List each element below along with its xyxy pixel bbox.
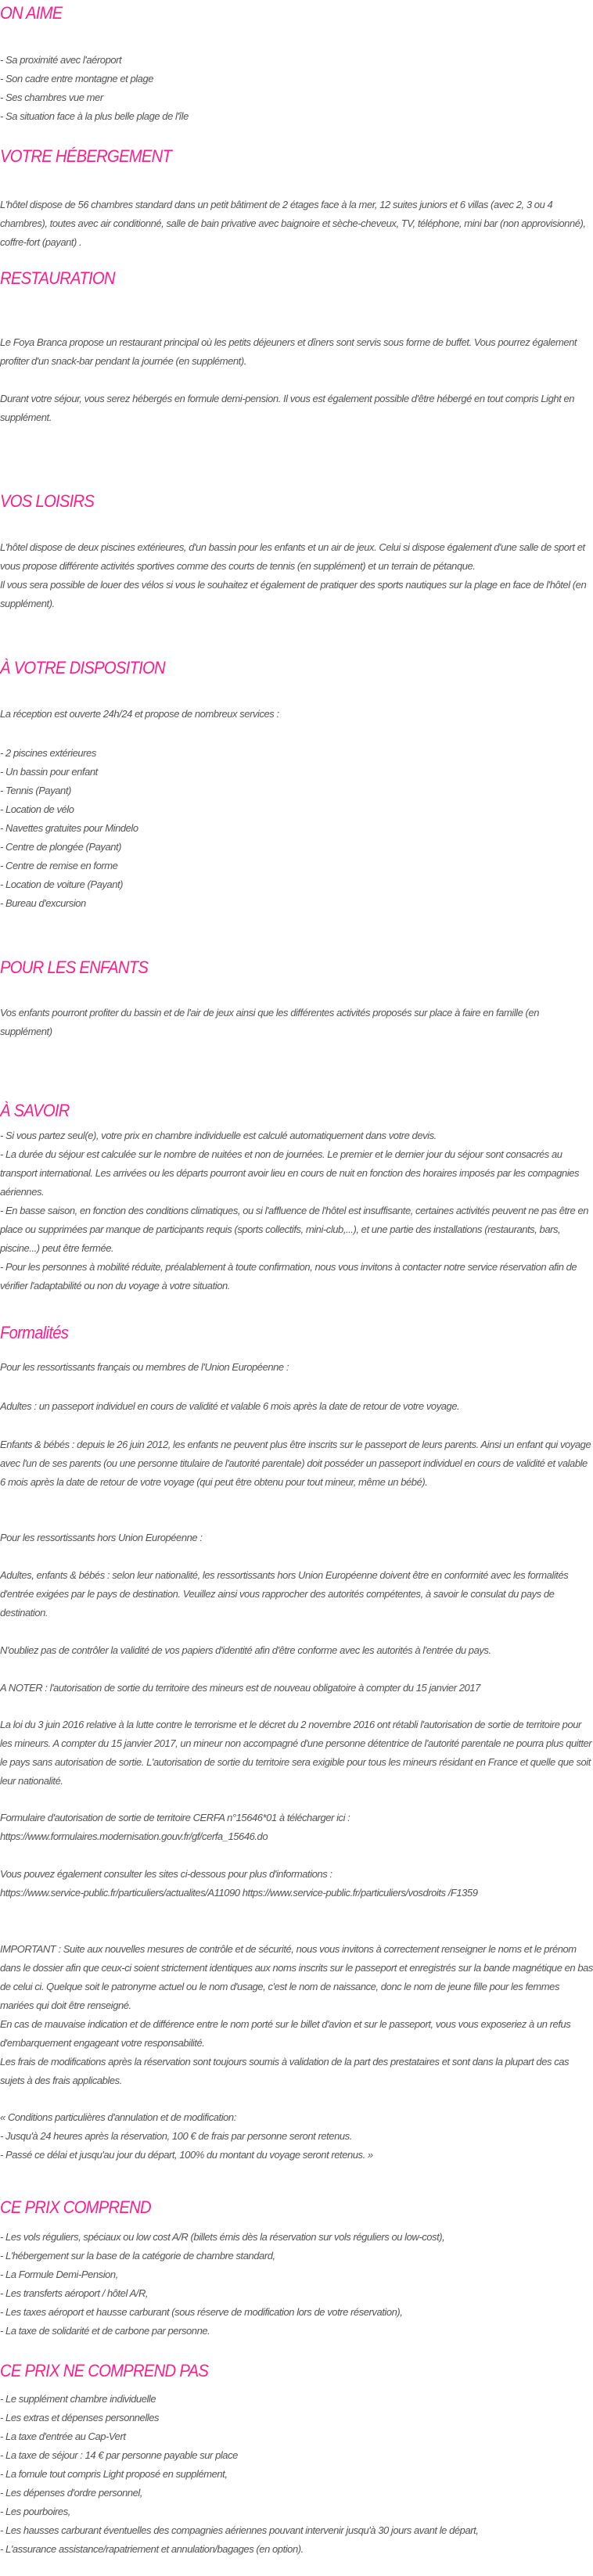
list-item: - Centre de remise en forme <box>0 860 118 871</box>
list-item: - Les vols réguliers, spéciaux ou low cost A/R (billets émis dès la réservation sur vols réguliers ou low-cost), <box>0 2231 445 2243</box>
section-title-prix-comprend: CE PRIX COMPREND <box>0 2197 151 2217</box>
enfants-text: Vos enfants pourront profiter du bassin et de l'air de jeux ainsi que les différentes activités proposés sur place à faire en famille (en supplément) <box>0 1007 539 1037</box>
savoir-line: - La durée du séjour est calculée sur le nombre de nuitées et non de journées. Le premier et le dernier jour du séjour sont consacrés au transport international. Les arrivées ou les départs pourront avoir lieu en cours de nuit en fonction des horaires imposés par les compagnies aériennes. <box>0 1148 580 1198</box>
formalites-loi-block <box>0 1716 593 1791</box>
list-item: - Bureau d'excursion <box>0 897 86 909</box>
section-disposition <box>0 658 593 678</box>
section-title-formalites: Formalités <box>0 1323 69 1342</box>
enfants-text-block <box>0 1004 593 1041</box>
cerfa-link[interactable]: https://www.formulaires.modernisation.gouv.fr/gf/cerfa_15646.do <box>0 1831 268 1842</box>
formalites-papiers: N'oubliez pas de contrôler la validité de vos papiers d'identité afin d'être conforme avec les autorités à l'entrée du pays. <box>0 1644 491 1656</box>
hebergement-text: L'hôtel dispose de 56 chambres standard dans un petit bâtiment de 2 étages face à la mer, 12 suites juniors et 6 villas (avec 2, 3 ou 4 chambres), toutes avec air conditionné, salle de bain privative avec baignoire et sèche-cheveux, TV, téléphone, mini bar (non approvisionné), coffre-fort (payant) . <box>0 199 586 248</box>
formalites-ue-enfants: Enfants & bébés : depuis le 26 juin 2012, les enfants ne peuvent plus être inscrits sur le passeport de leurs parents. Ainsi un enfant qui voyage avec l'un de ses parents (ou une personne titulaire de l'autorité parentale) doit posséder un passeport individuel en cours de validité et valable 6 mois après la date de retour de votre voyage (qui peut être obtenu pour tout mineur, même un bébé). <box>0 1439 591 1488</box>
loisirs-paragraph: L'hôtel dispose de deux piscines extérieures, d'un bassin pour les enfants et un air de jeux. Celui si dispose également d'une salle de sport et vous propose différente activités sportives comme des courts de tennis (en supplément) et un terrain de pétanque. <box>0 541 585 572</box>
disposition-intro: La réception est ouverte 24h/24 et propose de nombreux services : <box>0 708 279 720</box>
formalites-a-noter: A NOTER : l'autorisation de sortie du territoire des mineurs est de nouveau obligatoire à compter du 15 janvier 2017 <box>0 1682 480 1694</box>
section-hebergement <box>0 146 593 167</box>
list-item: - Les taxes aéroport et hausse carburant (sous réserve de modification lors de votre réservation), <box>0 2306 403 2318</box>
section-title-hebergement: VOTRE HÉBERGEMENT <box>0 146 172 166</box>
formalites-hors-ue-text-block <box>0 1566 593 1622</box>
section-title-on-aime: ON AIME <box>0 3 63 23</box>
section-savoir <box>0 1101 593 1121</box>
list-item: - Un bassin pour enfant <box>0 766 98 778</box>
section-loisirs <box>0 491 593 512</box>
prix-ne-comprend-pas-list <box>0 2390 593 2559</box>
list-item: - Les hausses carburant éventuelles des compagnies aériennes pouvant intervenir jusqu'à 30 jours avant le départ, <box>0 2524 479 2536</box>
formalites-sites-label: Vous pouvez également consulter les sites ci-dessous pour plus d'informations : <box>0 1868 332 1880</box>
list-item: - Les extras et dépenses personnelles <box>0 2412 160 2423</box>
hebergement-text-block <box>0 196 593 252</box>
conditions-line: « Conditions particulières d'annulation et de modification: <box>0 2111 236 2123</box>
disposition-intro-block <box>0 705 593 724</box>
list-item: - L'assurance assistance/rapatriement et annulation/bagages (en option). <box>0 2543 304 2555</box>
list-item: - Centre de plongée (Payant) <box>0 841 122 853</box>
restauration-para-1-block <box>0 333 593 371</box>
section-title-enfants: POUR LES ENFANTS <box>0 957 149 977</box>
list-item: - Le supplément chambre individuelle <box>0 2393 156 2405</box>
section-title-savoir: À SAVOIR <box>0 1101 70 1120</box>
list-item: - Navettes gratuites pour Mindelo <box>0 822 138 834</box>
list-item: - Location de vélo <box>0 803 74 815</box>
service-public-links[interactable] <box>0 1884 593 1902</box>
section-restauration <box>0 268 593 289</box>
formalites-sites-block <box>0 1865 593 1902</box>
list-item: - La taxe de séjour : 14 € par personne payable sur place <box>0 2449 238 2461</box>
restauration-paragraph: Le Foya Branca propose un restaurant principal où les petits déjeuners et dîners sont servis sous forme de buffet. Vous pourrez également profiter d'un snack-bar pendant la journée (en supplément). <box>0 336 577 367</box>
formalites-ue-intro: Pour les ressortissants français ou membres de l'Union Européenne : <box>0 1361 289 1373</box>
list-item: - Les transferts aéroport / hôtel A/R, <box>0 2287 149 2299</box>
section-title-disposition: À VOTRE DISPOSITION <box>0 658 165 677</box>
formalites-mauvaise-indication: En cas de mauvaise indication et de différence entre le nom porté sur le billet d'avion et sur le passeport, vous vous exposeriez à un refus d'embarquement engageant votre responsabilité. <box>0 2018 571 2049</box>
conditions-line: - Passé ce délai et jusqu'au jour du départ, 100% du montant du voyage seront retenus. » <box>0 2149 373 2161</box>
section-enfants <box>0 957 593 978</box>
formalites-loi: La loi du 3 juin 2016 relative à la lutte contre le terrorisme et le décret du 2 novembre 2016 ont rétabli l'autorisation de sortie de territoire pour les mineurs. A compter du 15 janvier 2017, un mineur non accompagné d'une personne détentrice de l'autorité parentale ne pourra plus quitter le pays sans autorisation de sortie. L'autorisation de sortie du territoire sera exigible pour tous les mineurs résidant en France et quelle que soit leur nationalité. <box>0 1719 592 1787</box>
restauration-paragraph: Durant votre séjour, vous serez hébergés en formule demi-pension. Il vous est également possible d'être hébergé en tout compris Light en supplément. <box>0 393 575 423</box>
conditions-line: - Jusqu'à 24 heures après la réservation, 100 € de frais par personne seront retenus. <box>0 2130 352 2142</box>
loisirs-text-block <box>0 538 593 613</box>
list-item: - L'hébergement sur la base de la catégorie de chambre standard, <box>0 2250 275 2262</box>
section-title-prix-ne-comprend-pas: CE PRIX NE COMPREND PAS <box>0 2361 209 2380</box>
formalites-hors-ue-text: Adultes, enfants & bébés : selon leur nationalité, les ressortissants hors Union Européenne doivent être en conformité avec les formalités d'entrée exigées par le pays de destination. Veuillez ainsi vous rapprocher des autorités compétentes, à savoir le consulat du pays de destination. <box>0 1569 569 1619</box>
list-item: - Sa proximité avec l'aéroport <box>0 54 122 66</box>
section-prix-comprend <box>0 2197 593 2218</box>
list-item: - Tennis (Payant) <box>0 785 71 796</box>
formalites-a-noter-block <box>0 1679 593 1698</box>
list-item: - La fomule tout compris Light proposé en supplément, <box>0 2468 228 2480</box>
list-item: - Ses chambres vue mer <box>0 92 103 103</box>
loisirs-paragraph: Il vous sera possible de louer des vélos si vous le souhaitez et également de pratiquer des sports nautiques sur la plage en face de l'hôtel (en supplément). <box>0 579 587 609</box>
list-item: - Les pourboires, <box>0 2506 70 2517</box>
list-item: - Location de voiture (Payant) <box>0 878 124 890</box>
conditions-annulation-block <box>0 2108 593 2165</box>
section-title-restauration: RESTAURATION <box>0 268 115 288</box>
list-item: - Les dépenses d'ordre personnel, <box>0 2487 143 2499</box>
list-item: - La Formule Demi-Pension, <box>0 2269 118 2280</box>
savoir-text-block <box>0 1126 593 1295</box>
formalites-frais-modifications: Les frais de modifications après la réservation sont toujours soumis à validation de la part des prestataires et sont dans la plupart des cas sujets à des frais applicables. <box>0 2056 570 2086</box>
disposition-list <box>0 744 593 913</box>
formalites-cerfa-block <box>0 1809 593 1846</box>
list-item: - Son cadre entre montagne et plage <box>0 73 154 84</box>
section-prix-ne-comprend-pas <box>0 2361 593 2381</box>
savoir-line: - Si vous partez seul(e), votre prix en chambre individuelle est calculé automatiquement dans votre devis. <box>0 1130 437 1141</box>
formalites-hors-ue-intro-block <box>0 1529 593 1547</box>
section-on-aime <box>0 3 593 23</box>
on-aime-list <box>0 51 593 126</box>
formalites-important-block <box>0 1940 593 2090</box>
formalites-ue-adultes: Adultes : un passeport individuel en cours de validité et valable 6 mois après la date de retour de votre voyage. <box>0 1400 460 1412</box>
prix-comprend-list <box>0 2228 593 2341</box>
list-item: - La taxe d'entrée au Cap-Vert <box>0 2430 126 2442</box>
formalites-important: IMPORTANT : Suite aux nouvelles mesures de contrôle et de sécurité, nous vous invitons à correctement renseigner le noms et le prénom dans le dossier afin que ceux-ci soient strictement identiques aux noms inscrits sur le passeport et enregistrés sur la bande magnétique en bas de celui ci. Quelque soit le patronyme actuel ou le nom d'usage, c'est le nom de naissance, donc le nom de jeune fille pour les femmes mariées qui doit être renseigné. <box>0 1943 593 2011</box>
formalites-ue-adultes-block <box>0 1397 593 1416</box>
service-public-link-actualites[interactable]: https://www.service-public.fr/particuliers/actualites/A11090 <box>0 1887 240 1899</box>
formalites-ue-enfants-block <box>0 1435 593 1492</box>
list-item: - Sa situation face à la plus belle plage de l'île <box>0 110 189 122</box>
section-title-loisirs: VOS LOISIRS <box>0 491 95 511</box>
formalites-ue-intro-block <box>0 1358 593 1377</box>
list-item: - La taxe de solidarité et de carbone par personne. <box>0 2325 210 2337</box>
formalites-hors-ue-intro: Pour les ressortissants hors Union Européenne : <box>0 1532 203 1543</box>
formalites-cerfa-label: Formulaire d'autorisation de sortie de territoire CERFA n°15646*01 à télécharger ici : <box>0 1812 350 1823</box>
formalites-papiers-block <box>0 1641 593 1660</box>
service-public-link-vosdroits[interactable]: https://www.service-public.fr/particuliers/vosdroits /F1359 <box>242 1887 478 1899</box>
restauration-para-2-block <box>0 390 593 427</box>
list-item: - 2 piscines extérieures <box>0 747 96 759</box>
savoir-line: - En basse saison, en fonction des conditions climatiques, ou si l'affluence de l'hôtel est insuffisante, certaines activités peuvent ne pas être en place ou supprimées par manque de participants requis (sports collectifs, mini-club,...), et une partie des installations (restaurants, bars, piscine...) peut être fermée. <box>0 1205 589 1254</box>
savoir-line: - Pour les personnes à mobilité réduite, préalablement à toute confirmation, nous vous invitons à contacter notre service réservation afin de vérifier l'adaptabilité ou non du voyage à votre situation. <box>0 1261 577 1292</box>
section-formalites <box>0 1323 593 1343</box>
